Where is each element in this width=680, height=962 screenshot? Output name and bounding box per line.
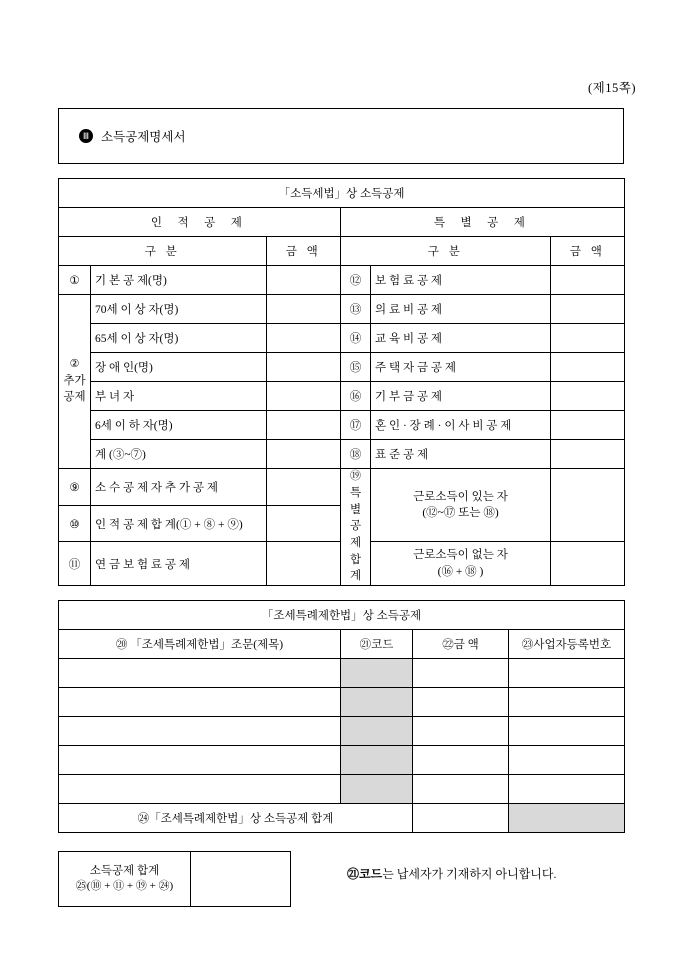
cell-article[interactable] — [59, 774, 341, 803]
row-label-medical-deduction: 의 료 비 공 제 — [371, 295, 551, 324]
table-row — [59, 687, 625, 716]
row-number-15: ⑮ — [341, 353, 371, 382]
special-total-line2: 공제 — [349, 520, 362, 549]
with-earned-income-line1: 근로소득이 있는 자 — [413, 490, 508, 503]
income-tax-deduction-table — [58, 178, 625, 586]
row-label-woman: 부 녀 자 — [91, 382, 267, 411]
cell-amount[interactable] — [413, 745, 509, 774]
row-amount-basic-deduction[interactable] — [267, 266, 341, 295]
row-label-wedding-funeral-moving-deduction: 혼 인 · 장 례 · 이 사 비 공 제 — [371, 411, 551, 440]
col-header-amount: ㉒금 액 — [413, 629, 509, 658]
row-amount-standard-deduction[interactable] — [551, 440, 625, 469]
cell-amount[interactable] — [413, 716, 509, 745]
total-deduction-label — [59, 851, 191, 906]
footer-area — [58, 851, 624, 907]
group-header-special: 특 별 공 제 — [341, 208, 625, 237]
row-amount-age65[interactable] — [267, 324, 341, 353]
row-number-11: ⑪ — [59, 542, 91, 586]
row-amount-disabled[interactable] — [267, 353, 341, 382]
total-deduction-table — [58, 851, 291, 907]
row-amount-pension-insurance-deduction[interactable] — [267, 542, 341, 586]
special-total-line1: 특별 — [349, 486, 362, 516]
footer-note-code: ㉑코드 — [347, 866, 383, 881]
row-label-donation-deduction: 기 부 금 공 제 — [371, 382, 551, 411]
total-deduction-value[interactable] — [191, 851, 291, 906]
row-label-basic-deduction: 기 본 공 제(명) — [91, 266, 267, 295]
cell-amount[interactable] — [413, 687, 509, 716]
special-tax-block-title: 「조세특례제한법」상 소득공제 — [59, 600, 625, 629]
row-amount-under6[interactable] — [267, 411, 341, 440]
additional-deduction-line1: 추가 — [63, 374, 86, 387]
special-tax-total-biz-no — [509, 803, 625, 832]
cell-business-registration-number[interactable] — [509, 687, 625, 716]
row-number-16: ⑯ — [341, 382, 371, 411]
row-amount-housing-fund-deduction[interactable] — [551, 353, 625, 382]
col-header-business-registration-number: ㉓사업자등록번호 — [509, 629, 625, 658]
without-earned-income-line2: (⑯ + ⑱ ) — [437, 565, 484, 578]
page-number-label: (제15쪽) — [588, 81, 636, 95]
cell-amount[interactable] — [413, 774, 509, 803]
cell-code — [341, 687, 413, 716]
additional-deduction-number: ② — [69, 357, 80, 370]
footer-note-text: 는 납세자가 기재하지 아니합니다. — [382, 866, 557, 881]
row-label-minority-additional-deduction: 소 수 공 제 자 추 가 공 제 — [91, 469, 267, 506]
special-total-with-earned-income-label — [371, 469, 551, 542]
row-number-14: ⑭ — [341, 324, 371, 353]
special-total-without-earned-income-amount[interactable] — [551, 542, 625, 586]
row-number-18: ⑱ — [341, 440, 371, 469]
row-number-1: ① — [59, 266, 91, 295]
total-deduction-label-line2: ㉕(⑩ + ⑪ + ⑲ + ㉔) — [75, 880, 174, 893]
row-amount-personal-deduction-total[interactable] — [267, 505, 341, 542]
special-total-line3: 합계 — [349, 553, 362, 583]
row-number-10: ⑩ — [59, 505, 91, 542]
row-label-additional-subtotal: 계 (③~⑦) — [91, 440, 267, 469]
col-header-division-left: 구 분 — [59, 237, 267, 266]
row-amount-medical-deduction[interactable] — [551, 295, 625, 324]
col-header-amount-left: 금 액 — [267, 237, 341, 266]
row-number-13: ⑬ — [341, 295, 371, 324]
section-title-box — [58, 108, 624, 164]
special-tax-restriction-table — [58, 600, 625, 833]
cell-code — [341, 658, 413, 687]
table-row — [59, 745, 625, 774]
special-tax-total-label: ㉔「조세특례제한법」상 소득공제 합계 — [59, 803, 413, 832]
col-header-code: ㉑코드 — [341, 629, 413, 658]
income-tax-block-title: 「소득세법」상 소득공제 — [59, 179, 625, 208]
row-label-age65: 65세 이 상 자(명) — [91, 324, 267, 353]
special-total-group-label — [341, 469, 371, 586]
without-earned-income-line1: 근로소득이 없는 자 — [413, 549, 508, 562]
cell-business-registration-number[interactable] — [509, 716, 625, 745]
row-amount-woman[interactable] — [267, 382, 341, 411]
cell-business-registration-number[interactable] — [509, 745, 625, 774]
section-marker-icon: Ⅲ — [79, 129, 93, 143]
col-header-amount-right: 금 액 — [551, 237, 625, 266]
row-amount-minority-additional-deduction[interactable] — [267, 469, 341, 506]
col-header-division-right: 구 분 — [341, 237, 551, 266]
row-label-standard-deduction: 표 준 공 제 — [371, 440, 551, 469]
cell-article[interactable] — [59, 687, 341, 716]
section-title-text: 소득공제명세서 — [101, 130, 186, 144]
row-amount-insurance-deduction[interactable] — [551, 266, 625, 295]
cell-article[interactable] — [59, 716, 341, 745]
cell-article[interactable] — [59, 745, 341, 774]
row-label-insurance-deduction: 보 험 료 공 제 — [371, 266, 551, 295]
cell-article[interactable] — [59, 658, 341, 687]
additional-deduction-group-label — [59, 295, 91, 469]
row-number-9: ⑨ — [59, 469, 91, 506]
cell-code — [341, 774, 413, 803]
row-label-disabled: 장 애 인(명) — [91, 353, 267, 382]
row-label-under6: 6세 이 하 자(명) — [91, 411, 267, 440]
row-amount-age70[interactable] — [267, 295, 341, 324]
row-number-12: ⑫ — [341, 266, 371, 295]
total-deduction-label-line1: 소득공제 합계 — [89, 864, 160, 877]
cell-code — [341, 745, 413, 774]
col-header-article: ⑳ 「조세특례제한법」조문(제목) — [59, 629, 341, 658]
row-amount-wedding-funeral-moving-deduction[interactable] — [551, 411, 625, 440]
row-amount-additional-subtotal[interactable] — [267, 440, 341, 469]
additional-deduction-line2: 공제 — [63, 391, 86, 404]
with-earned-income-line2: (⑫~⑰ 또는 ⑱) — [422, 507, 499, 520]
footer-note — [347, 865, 556, 882]
cell-code — [341, 716, 413, 745]
row-amount-donation-deduction[interactable] — [551, 382, 625, 411]
row-number-17: ⑰ — [341, 411, 371, 440]
special-tax-total-amount[interactable] — [413, 803, 509, 832]
row-amount-education-deduction[interactable] — [551, 324, 625, 353]
cell-business-registration-number[interactable] — [509, 774, 625, 803]
row-label-personal-deduction-total: 인 적 공 제 합 계(① + ⑧ + ⑨) — [91, 505, 267, 542]
cell-amount[interactable] — [413, 658, 509, 687]
row-label-housing-fund-deduction: 주 택 자 금 공 제 — [371, 353, 551, 382]
special-total-with-earned-income-amount[interactable] — [551, 469, 625, 542]
table-total-row — [59, 803, 625, 832]
special-total-without-earned-income-label — [371, 542, 551, 586]
special-total-number: ⑲ — [350, 470, 361, 482]
cell-business-registration-number[interactable] — [509, 658, 625, 687]
row-label-pension-insurance-deduction: 연 금 보 험 료 공 제 — [91, 542, 267, 586]
row-label-education-deduction: 교 육 비 공 제 — [371, 324, 551, 353]
table-row — [59, 658, 625, 687]
table-row — [59, 716, 625, 745]
group-header-personal: 인 적 공 제 — [59, 208, 341, 237]
form-sheet — [58, 108, 624, 907]
row-label-age70: 70세 이 상 자(명) — [91, 295, 267, 324]
table-row — [59, 774, 625, 803]
